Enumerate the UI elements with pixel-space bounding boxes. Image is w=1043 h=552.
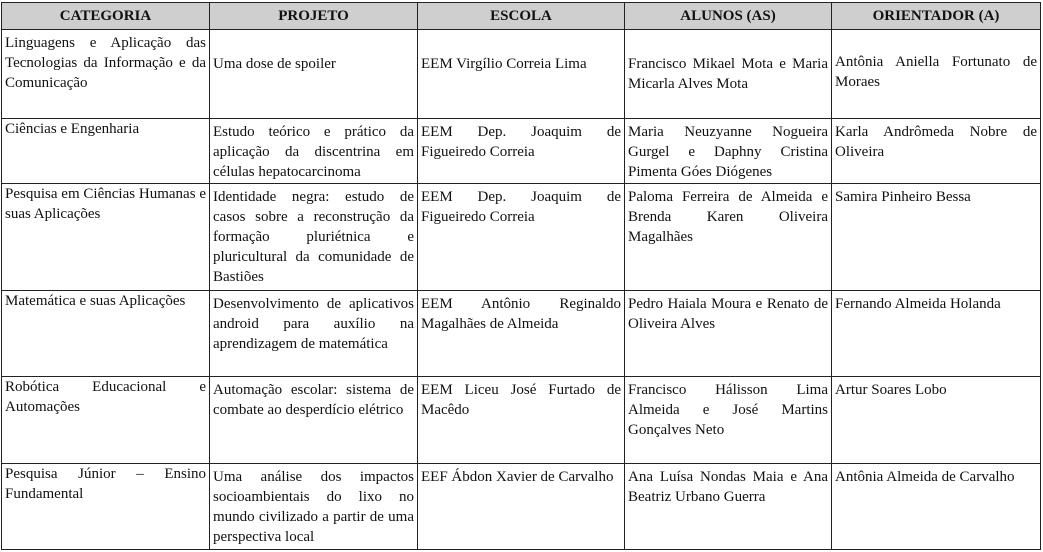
projects-table	[1, 2, 1041, 550]
table-row	[2, 119, 1041, 184]
alunos-cell: Paloma Ferreira de Almeida e Brenda Karen Oliveira Magalhães	[625, 184, 832, 291]
table-row	[2, 291, 1041, 377]
projeto-cell: Identidade negra: estudo de casos sobre a reconstrução da formação pluriétnica e pluricultural da comunidade de Bastiões	[210, 184, 418, 291]
categoria-cell: Robótica Educacional e Automações	[2, 377, 210, 464]
escola-cell: EEF Ábdon Xavier de Carvalho	[418, 464, 625, 550]
alunos-cell: Francisco Mikael Mota e Maria Micarla Alves Mota	[625, 30, 832, 119]
projeto-cell: Estudo teórico e prático da aplicação da discentrina em células hepatocarcinoma	[210, 119, 418, 184]
projeto-cell: Uma análise dos impactos socioambientais do lixo no mundo civilizado a partir de uma perspectiva local	[210, 464, 418, 550]
projeto-cell: Desenvolvimento de aplicativos android para auxílio na aprendizagem de matemática	[210, 291, 418, 377]
alunos-cell: Pedro Haiala Moura e Renato de Oliveira Alves	[625, 291, 832, 377]
alunos-cell: Maria Neuzyanne Nogueira Gurgel e Daphny Cristina Pimenta Góes Diógenes	[625, 119, 832, 184]
escola-cell: EEM Dep. Joaquim de Figueiredo Correia	[418, 119, 625, 184]
orientador-cell: Samira Pinheiro Bessa	[832, 184, 1041, 291]
header-escola: ESCOLA	[418, 3, 625, 30]
categoria-cell: Matemática e suas Aplicações	[2, 291, 210, 377]
table-row	[2, 184, 1041, 291]
escola-cell: EEM Dep. Joaquim de Figueiredo Correia	[418, 184, 625, 291]
categoria-cell: Pesquisa em Ciências Humanas e suas Aplicações	[2, 184, 210, 291]
orientador-cell: Antônia Aniella Fortunato de Moraes	[832, 30, 1041, 119]
orientador-cell: Karla Andrômeda Nobre de Oliveira	[832, 119, 1041, 184]
table-row	[2, 464, 1041, 550]
escola-cell: EEM Antônio Reginaldo Magalhães de Almeida	[418, 291, 625, 377]
orientador-cell: Fernando Almeida Holanda	[832, 291, 1041, 377]
escola-cell: EEM Virgílio Correia Lima	[418, 30, 625, 119]
projeto-cell: Uma dose de spoiler	[210, 30, 418, 119]
projeto-cell: Automação escolar: sistema de combate ao desperdício elétrico	[210, 377, 418, 464]
categoria-cell: Linguagens e Aplicação das Tecnologias da Informação e da Comunicação	[2, 30, 210, 119]
table-row	[2, 30, 1041, 119]
categoria-cell: Ciências e Engenharia	[2, 119, 210, 184]
header-orientador: ORIENTADOR (A)	[832, 3, 1041, 30]
header-projeto: PROJETO	[210, 3, 418, 30]
escola-cell: EEM Liceu José Furtado de Macêdo	[418, 377, 625, 464]
orientador-cell: Artur Soares Lobo	[832, 377, 1041, 464]
header-alunos: ALUNOS (AS)	[625, 3, 832, 30]
header-row	[2, 3, 1041, 30]
categoria-cell: Pesquisa Júnior – Ensino Fundamental	[2, 464, 210, 550]
alunos-cell: Francisco Hálisson Lima Almeida e José Martins Gonçalves Neto	[625, 377, 832, 464]
orientador-cell: Antônia Almeida de Carvalho	[832, 464, 1041, 550]
header-categoria: CATEGORIA	[2, 3, 210, 30]
table-row	[2, 377, 1041, 464]
alunos-cell: Ana Luísa Nondas Maia e Ana Beatriz Urbano Guerra	[625, 464, 832, 550]
